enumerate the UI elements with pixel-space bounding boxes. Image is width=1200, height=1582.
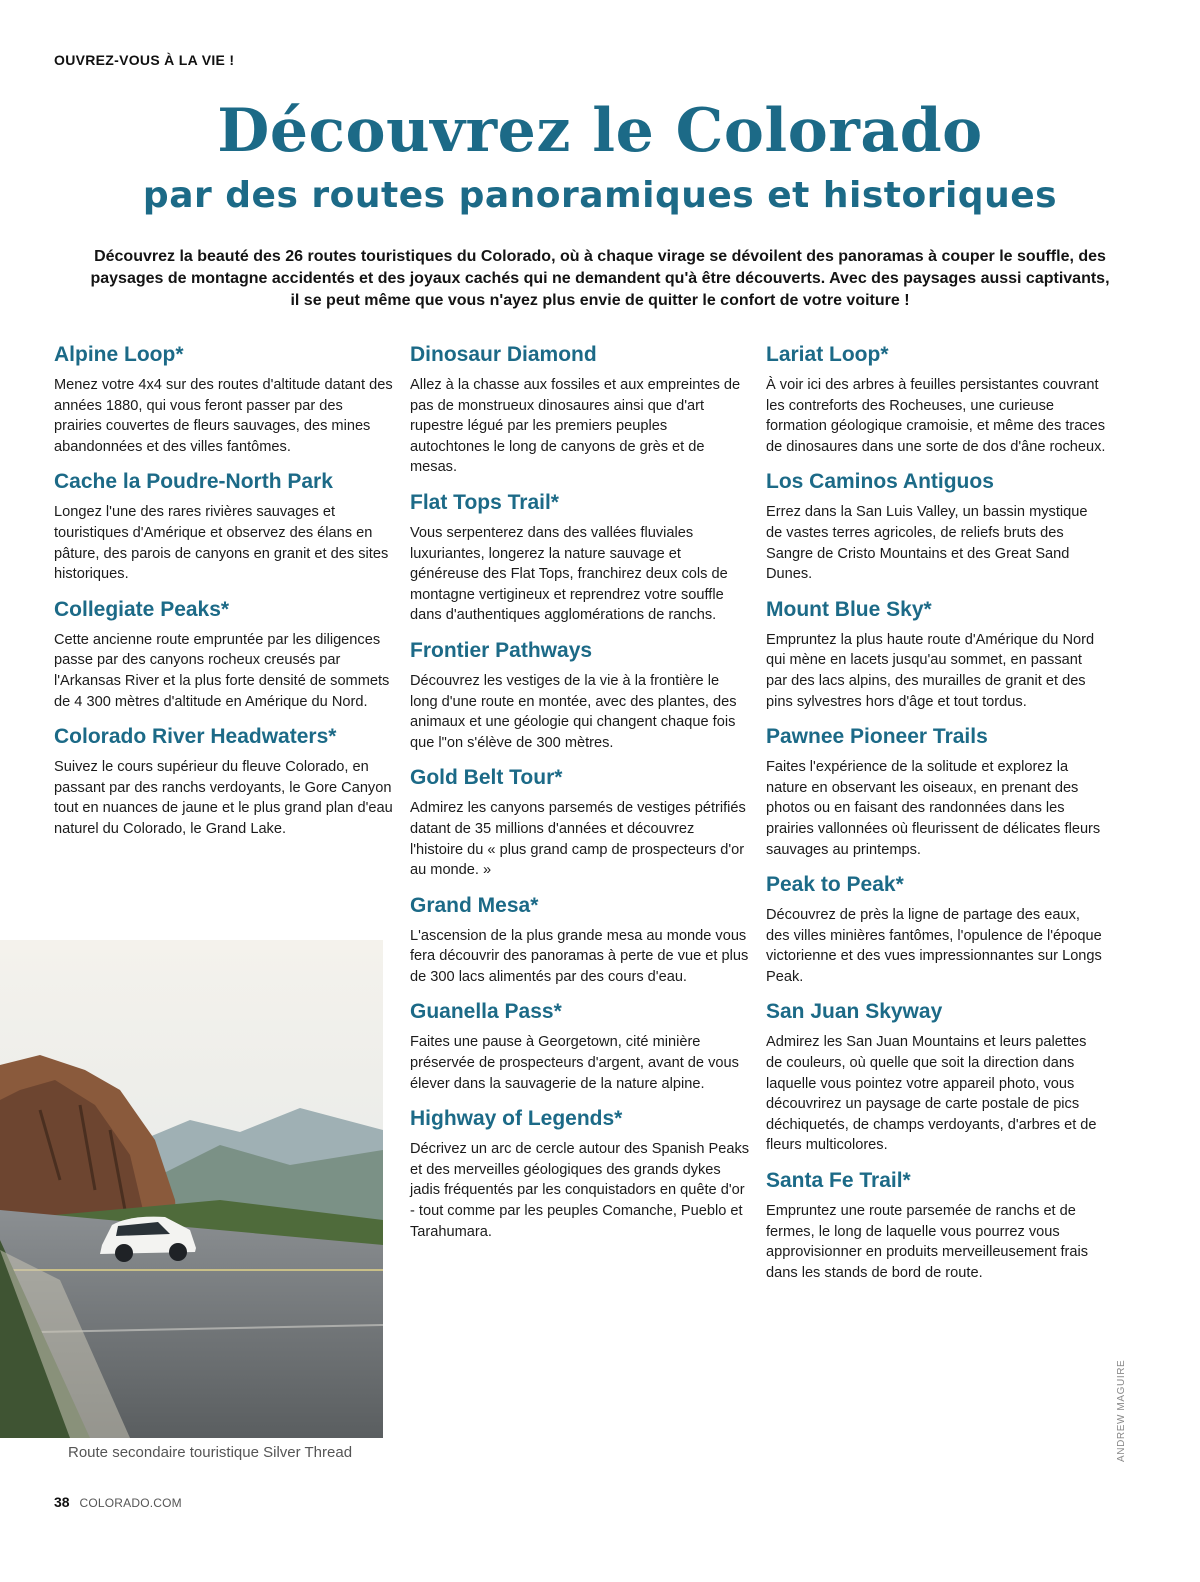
route-description: Découvrez de près la ligne de partage des eaux, des villes minières fantômes, l'opulence de l'époque victorienne et des vues impressionnantes sur Longs Peak. [766,907,1102,985]
route-description: Décrivez un arc de cercle autour des Spanish Peaks et des merveilles géologiques des grands dykes jadis fréquentés par les conquistadors en quête d'or - tout comme par les peuples Comanche, Pueblo et Tarahumara. [410,1141,750,1240]
route-title: Alpine Loop* [54,343,184,366]
route-description: Faites une pause à Georgetown, cité minière préservée de prospecteurs d'argent, avant de vous élever dans la sauvagerie de la nature alpine. [410,1034,739,1092]
route-description: Suivez le cours supérieur du fleuve Colorado, en passant par des ranchs verdoyants, le Gore Canyon tout en nuances de jaune et le plus grand plan d'eau naturel du Colorado, le Grand Lake. [54,759,393,837]
route-entry [766,340,1106,457]
route-description: Allez à la chasse aux fossiles et aux empreintes de pas de monstrueux dinosaures ainsi que d'art rupestre légué par les premiers peuples autochtones le long de canyons de grès et de mesas. [410,377,741,476]
photo-caption: Route secondaire touristique Silver Thread [68,1444,353,1461]
intro-paragraph: Découvrez la beauté des 26 routes touristiques du Colorado, où à chaque virage se dévoilent des panoramas à couper le souffle, des paysages de montagne accidentés et des joyaux cachés qui ne demandent qu'à être découverts. Avec des paysages aussi captivants, il se peut même que vous n'ayez plus envie de quitter le confort de votre voiture ! [90,248,1110,309]
routes-column-1 [54,340,394,850]
route-title: Flat Tops Trail* [410,490,559,514]
route-entry [54,467,394,584]
route-entry [410,340,750,478]
page-subtitle: par des routes panoramiques et historiques [142,175,1058,216]
route-title: Santa Fe Trail* [766,1169,911,1193]
route-title: Mount Blue Sky* [766,597,932,621]
route-title: Peak to Peak* [766,873,904,897]
page-number: 38 [54,1494,70,1510]
route-title: Dinosaur Diamond [410,343,597,366]
route-title: Los Caminos Antiguos [766,470,994,494]
page-footer [54,1494,182,1510]
route-title: Guanella Pass* [410,1000,562,1024]
road-photo [0,940,383,1438]
route-entry [410,997,750,1094]
route-entry [54,340,394,457]
route-entry [766,595,1106,712]
route-description: Errez dans la San Luis Valley, un bassin mystique de vastes terres agricoles, de reliefs bruts des Sangre de Cristo Mountains et des Great Sand Dunes. [766,504,1088,583]
route-description: Découvrez les vestiges de la vie à la frontière le long d'une route en montée, avec des plantes, des animaux et une géologie qui changent chaque fois que l"on s'élève de 300 mètres. [410,672,737,751]
site-name: COLORADO.COM [79,1496,182,1510]
route-entry [54,722,394,839]
route-entry [410,1104,750,1242]
route-title: Frontier Pathways [410,638,593,662]
route-description: Admirez les San Juan Mountains et leurs palettes de couleurs, où quelle que soit la direction dans laquelle vous pointez votre appareil photo, vous découvrirez un paysage de carte postale de pics déchiquetés, de champs verdoyants, d'arbres et de fleurs multicolores. [766,1034,1097,1154]
route-title: Collegiate Peaks* [54,597,230,621]
route-description: À voir ici des arbres à feuilles persistantes couvrant les contreforts des Rocheuses, une curieuse formation géologique cramoisie, et même des traces de dinosaures dans une sorte de dos d'âne rocheux. [766,377,1106,455]
route-description: L'ascension de la plus grande mesa au monde vous fera découvrir des panoramas à perte de vue et plus de 300 lacs alimentés par des cours d'eau. [410,927,749,985]
route-title: Cache la Poudre-North Park [54,470,333,494]
route-description: Empruntez une route parsemée de ranchs et de fermes, le long de laquelle vous pourrez vous approvisionner en produits merveilleusement frais dans les stands de bord de route. [766,1203,1089,1281]
route-entry [766,467,1106,584]
route-title: Highway of Legends* [410,1107,623,1131]
route-entry [766,870,1106,987]
route-title: Pawnee Pioneer Trails [766,725,988,749]
route-title: San Juan Skyway [766,1000,943,1024]
routes-column-3 [766,340,1106,1293]
route-entry [410,763,750,880]
route-entry [766,722,1106,860]
route-description: Longez l'une des rares rivières sauvages et touristiques d'Amérique et observez des élans en pâture, des parois de canyons en granit et des sites historiques. [54,504,389,583]
route-description: Empruntez la plus haute route d'Amérique du Nord qui mène en lacets jusqu'au sommet, en passant par des lacs alpins, des murailles de granit et des pins sylvestres hors d'âge et tout tordus. [766,631,1095,710]
route-description: Cette ancienne route empruntée par les diligences passe par des canyons rocheux creusés par l'Arkansas River et la plus forte densité de sommets de 4 300 mètres d'altitude en Amérique du Nord. [54,631,390,710]
route-title: Colorado River Headwaters* [54,725,337,749]
route-title: Grand Mesa* [410,893,539,917]
route-entry [410,636,750,753]
route-description: Faites l'expérience de la solitude et explorez la nature en observant les oiseaux, en prenant des photos ou en faisant des randonnées dans les prairies vallonnées où fleurissent de délicates fleurs sauvages au printemps. [766,759,1101,858]
page-title: Découvrez le Colorado [217,96,983,166]
routes-column-2 [410,340,750,1252]
section-kicker: OUVREZ-VOUS À LA VIE ! [54,52,235,68]
route-description: Admirez les canyons parsemés de vestiges pétrifiés datant de 35 millions d'années et découvrez l'histoire du « plus grand camp de prospecteurs d'or au monde. » [410,800,746,879]
route-title: Lariat Loop* [766,343,889,366]
route-entry [766,997,1106,1156]
route-entry [410,891,750,988]
route-title: Gold Belt Tour* [410,766,563,790]
route-description: Menez votre 4x4 sur des routes d'altitude datant des années 1880, qui vous feront passer par des prairies couvertes de fleurs sauvages, des mines abandonnées et des villes fantômes. [54,377,393,455]
photo-credit: ANDREW MAGUIRE [1116,1359,1127,1462]
route-entry [766,1166,1106,1283]
route-description: Vous serpenterez dans des vallées fluviales luxuriantes, longerez la nature sauvage et généreuse des Flat Tops, franchirez deux cols de montagne vertigineux et reprendrez votre souffle dans d'authentiques agglomérations de ranchs. [410,524,728,624]
route-entry [410,488,750,626]
route-entry [54,595,394,712]
